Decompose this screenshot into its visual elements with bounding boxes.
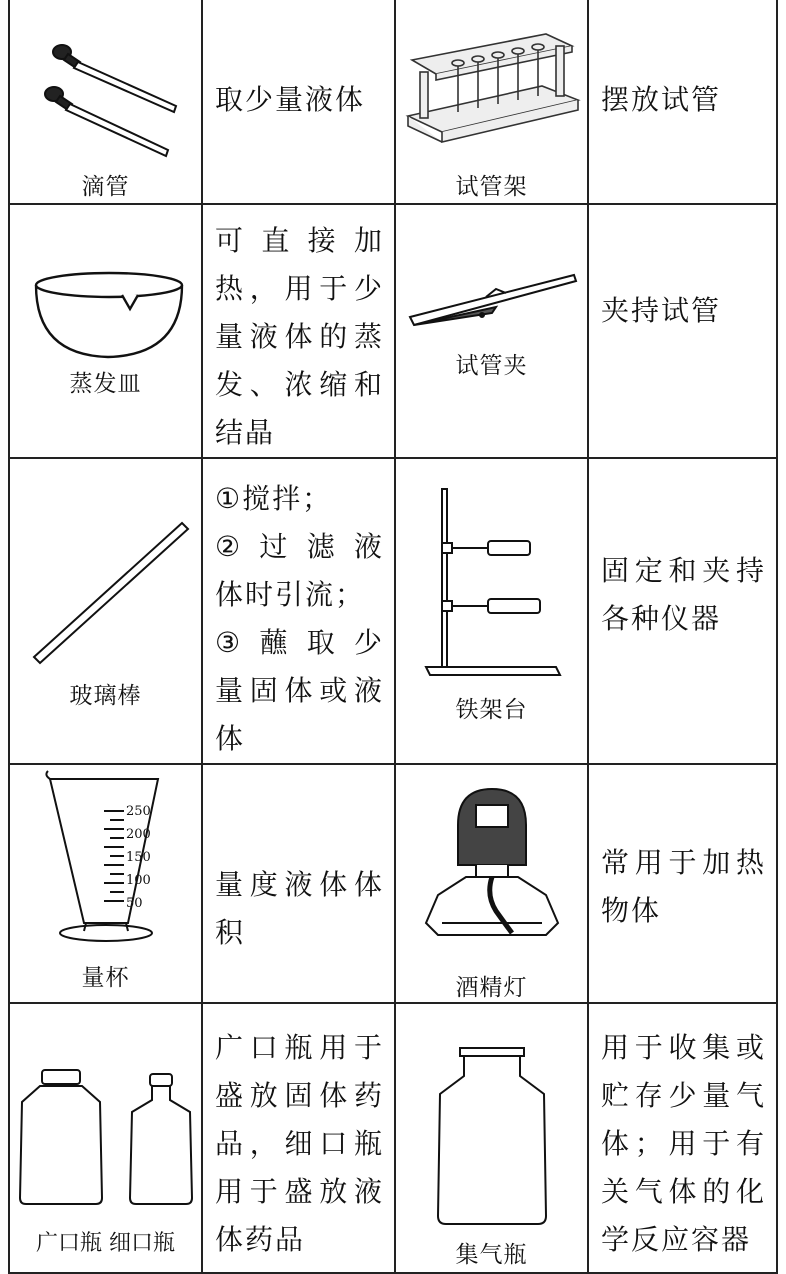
table-row [9, 1003, 777, 1273]
image-cell-evaporating-dish [9, 204, 202, 458]
use-test-tube-holder: 夹持试管 [601, 294, 722, 327]
use-cell-measuring-cup [202, 764, 395, 1003]
caption-alcohol-lamp: 酒精灯 [455, 975, 528, 1001]
image-cell-measuring-cup [9, 764, 202, 1003]
test-tube-holder-icon [396, 205, 589, 412]
use-gas-jar: 用于收集或贮存少量气体；用于有关气体的化学反应容器 [601, 1031, 766, 1256]
table-row [9, 764, 777, 1003]
image-cell-test-tube-rack [395, 0, 588, 204]
use-cell-test-tube-holder [588, 204, 777, 458]
table-row [9, 204, 777, 458]
use-glass-rod-line-2: ② 过 滤 液 体时引流； [215, 530, 384, 611]
use-evaporating-dish: 可直接加热，用于少量液体的蒸发、浓缩和结晶 [215, 224, 384, 449]
use-cell-glass-rod [202, 458, 395, 764]
use-cell-dropper [202, 0, 395, 204]
scale-label: 150 [126, 850, 151, 865]
caption-test-tube-holder: 试管夹 [455, 353, 528, 379]
use-alcohol-lamp: 常用于加热物体 [601, 846, 766, 927]
caption-bottles: 广口瓶 细口瓶 [36, 1231, 175, 1256]
image-cell-dropper [9, 0, 202, 204]
caption-iron-stand: 铁架台 [455, 697, 528, 723]
use-measuring-cup: 量度液体体积 [215, 868, 384, 949]
use-glass-rod-line-3: ③ 蘸 取 少 量固体或液体 [215, 626, 384, 755]
image-cell-bottles [9, 1003, 202, 1273]
use-cell-test-tube-rack [588, 0, 777, 204]
use-cell-iron-stand [588, 458, 777, 764]
image-cell-iron-stand [395, 458, 588, 764]
use-bottles: 广口瓶用于盛放固体药品，细口瓶用于盛放液体药品 [215, 1031, 384, 1256]
use-dropper: 取少量液体 [215, 83, 366, 116]
caption-gas-jar: 集气瓶 [455, 1242, 528, 1268]
use-cell-alcohol-lamp [588, 764, 777, 1003]
iron-stand-icon [396, 459, 589, 725]
image-cell-glass-rod [9, 458, 202, 764]
caption-glass-rod: 玻璃棒 [69, 683, 142, 709]
instrument-table [8, 0, 778, 1274]
use-test-tube-rack: 摆放试管 [601, 83, 722, 116]
use-glass-rod [203, 459, 394, 763]
table-row [9, 0, 777, 204]
use-cell-bottles [202, 1003, 395, 1273]
scale-label: 50 [126, 896, 143, 911]
image-cell-gas-jar [395, 1003, 588, 1273]
caption-evaporating-dish: 蒸发皿 [69, 371, 142, 397]
scale-label: 200 [126, 827, 151, 842]
use-cell-evaporating-dish [202, 204, 395, 458]
image-cell-test-tube-holder [395, 204, 588, 458]
image-cell-alcohol-lamp [395, 764, 588, 1003]
use-glass-rod-line-1: ①搅拌； [215, 482, 333, 515]
scale-label: 250 [126, 804, 151, 819]
use-cell-gas-jar [588, 1003, 777, 1273]
caption-test-tube-rack: 试管架 [455, 174, 528, 200]
gas-collecting-bottle-icon [396, 1004, 589, 1274]
caption-dropper: 滴管 [81, 174, 130, 200]
caption-measuring-cup: 量杯 [81, 965, 130, 991]
scale-label: 100 [126, 873, 151, 888]
use-iron-stand: 固定和夹持各种仪器 [601, 554, 766, 635]
table-row [9, 458, 777, 764]
